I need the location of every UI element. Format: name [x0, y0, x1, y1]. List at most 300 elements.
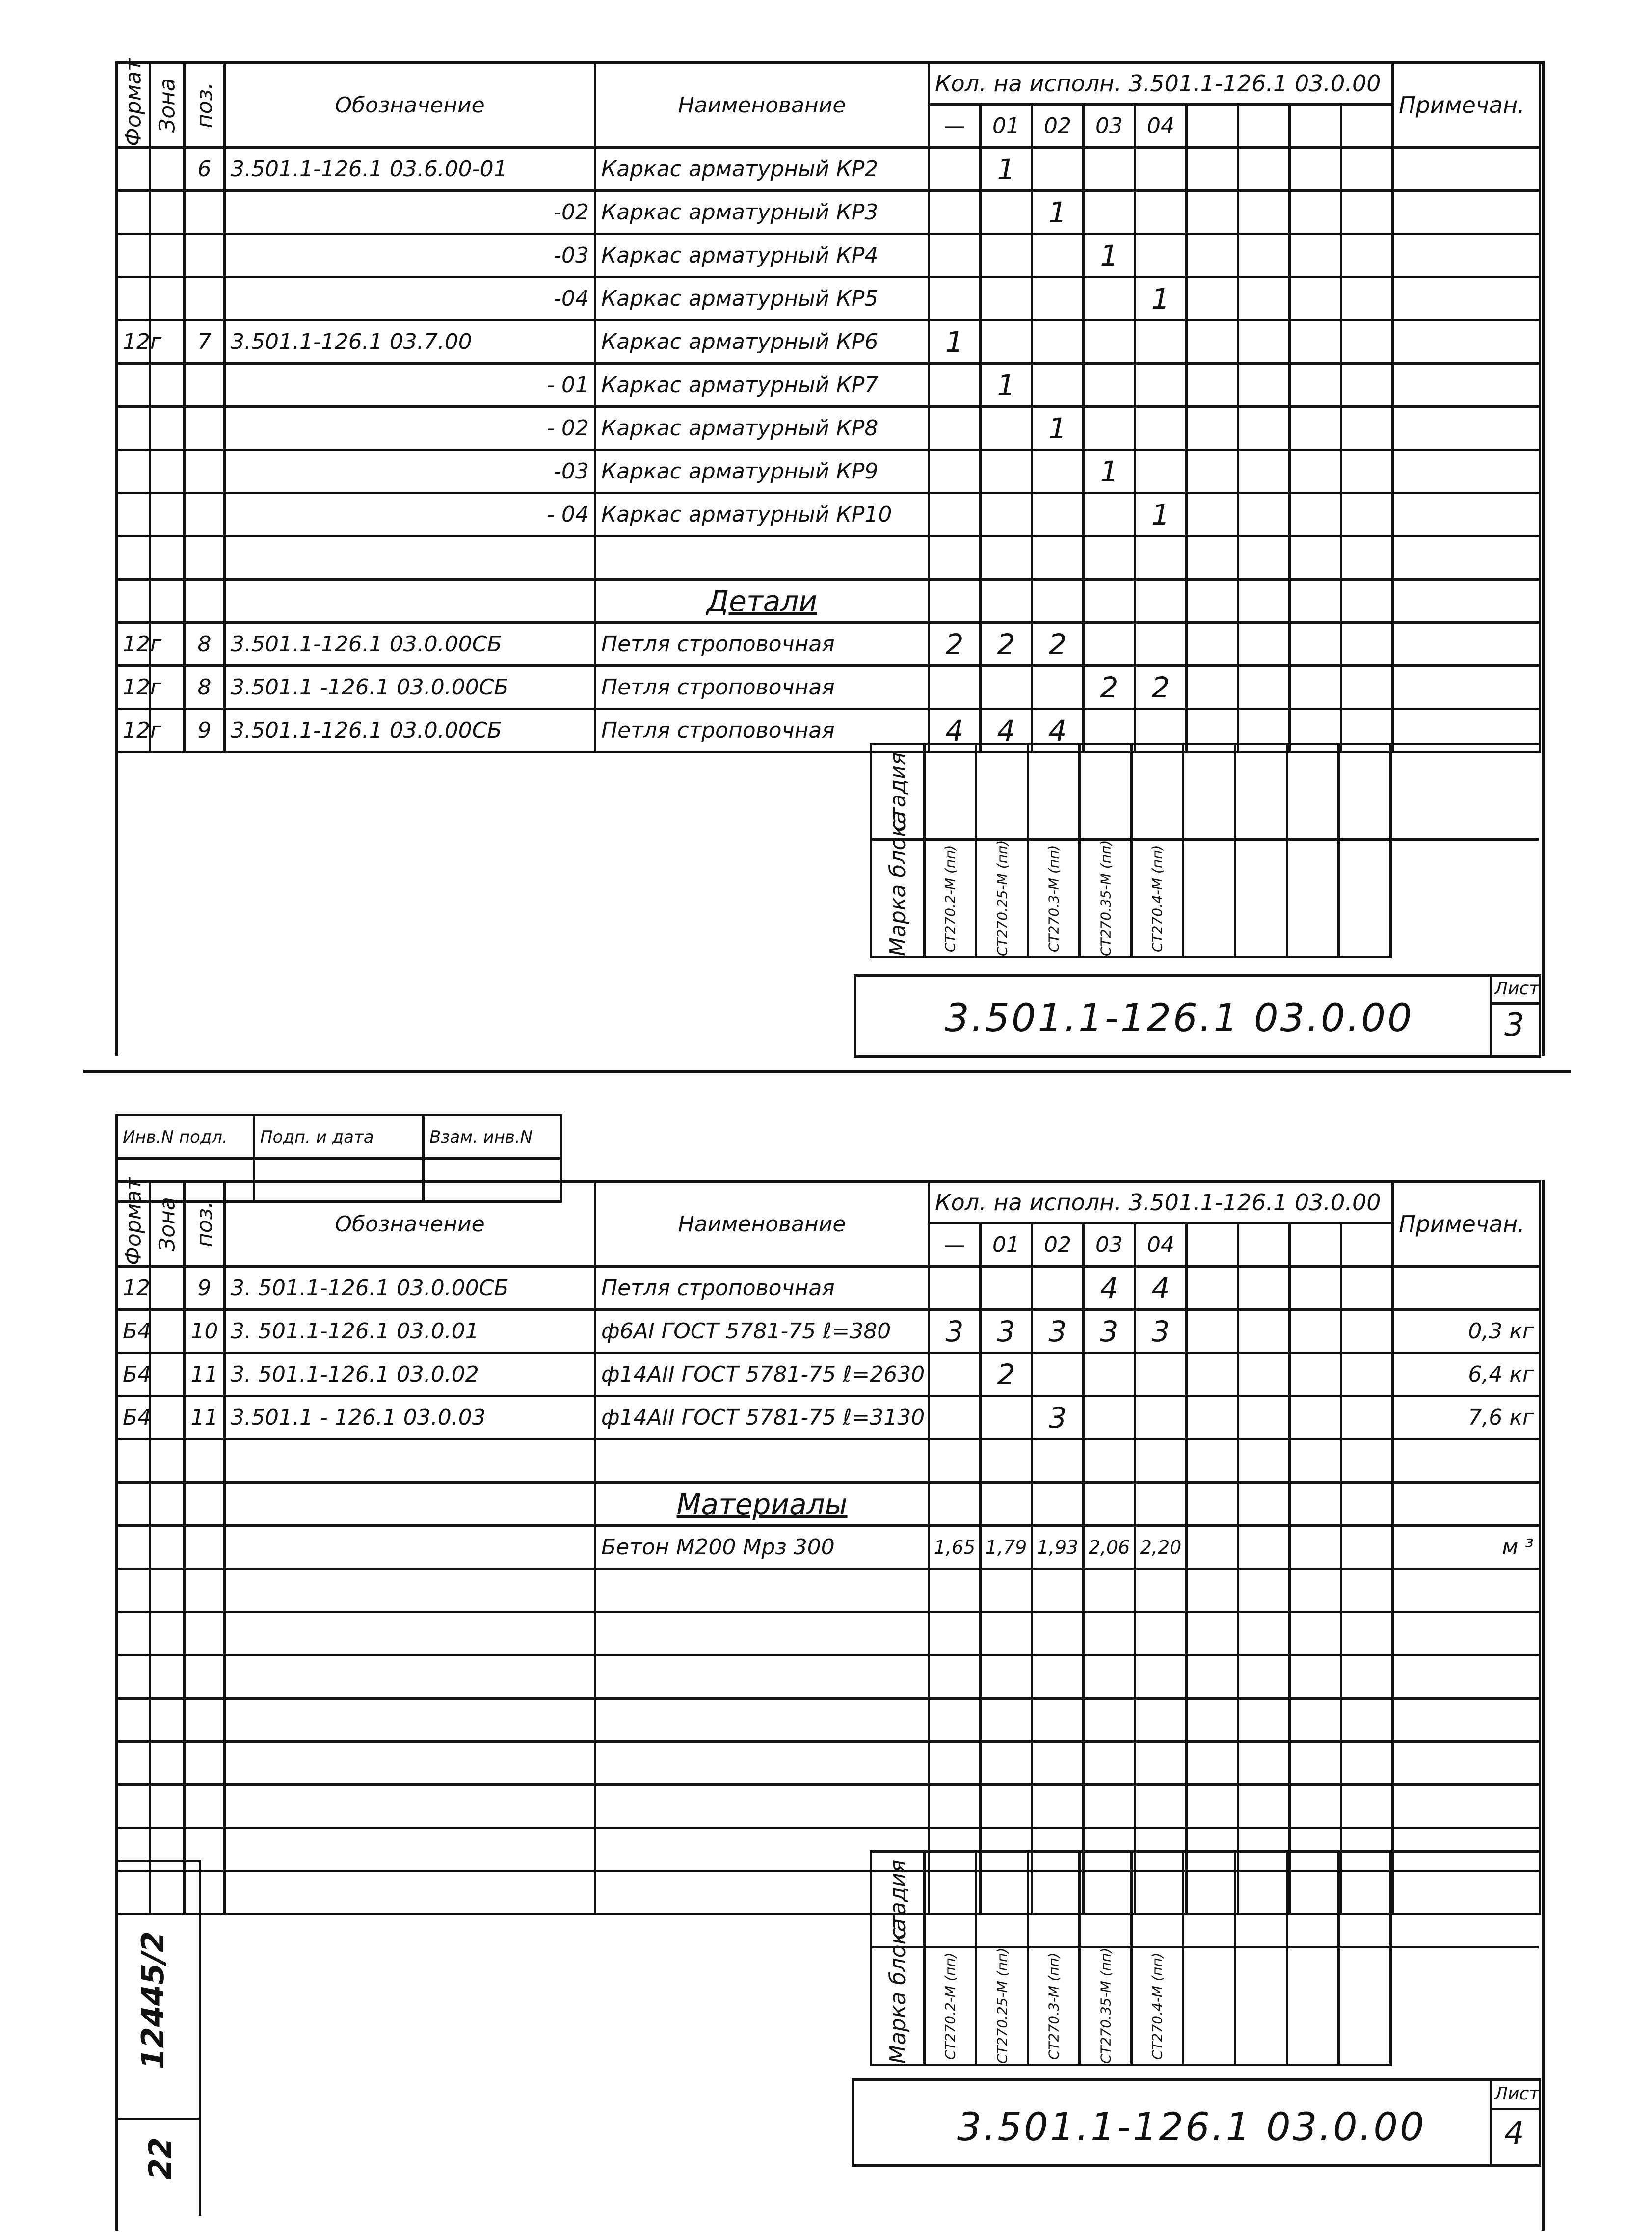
- side-stamp: [115, 1860, 201, 2216]
- qty-cell-2: 1: [1032, 191, 1084, 234]
- qty-cell-2: [1032, 234, 1084, 277]
- pos-cell: 9: [185, 1267, 225, 1310]
- pos-cell: 11: [185, 1353, 225, 1396]
- format-header: Формат: [117, 1182, 150, 1267]
- qty-cell-1: [981, 1267, 1032, 1310]
- qty-cell-2: [1032, 148, 1084, 191]
- name-cell: Каркас арматурный КР8: [595, 407, 929, 450]
- pos-cell: 10: [185, 1310, 225, 1353]
- sheet-cell-line: [1490, 2108, 1539, 2110]
- zone-cell: [150, 234, 185, 277]
- sheet-3-marks: [870, 743, 1539, 958]
- zone-cell: [150, 493, 185, 536]
- blank: [1341, 493, 1393, 536]
- pos-header: поз.: [185, 63, 225, 148]
- blank: [1290, 623, 1341, 666]
- table-row: [117, 450, 1540, 493]
- qty-cell-4: [1135, 364, 1187, 407]
- empty-row: [117, 1569, 1540, 1612]
- name-cell: Каркас арматурный КР10: [595, 493, 929, 536]
- zone-header: Зона: [150, 63, 185, 148]
- blank: [1238, 1310, 1290, 1353]
- inv-label: Инв.N подл.: [117, 1116, 254, 1159]
- name-cell: ф14АII ГОСТ 5781-75 ℓ=3130: [595, 1396, 929, 1439]
- blank: [1187, 1396, 1238, 1439]
- qty-cell-0: 4: [929, 709, 981, 752]
- format-cell: [117, 234, 150, 277]
- note-cell: [1393, 191, 1540, 234]
- qty-cell-2: [1032, 1267, 1084, 1310]
- pos-cell: 7: [185, 320, 225, 364]
- table-row: [117, 407, 1540, 450]
- sign-label: Подп. и дата: [254, 1116, 424, 1159]
- designation-cell: 3. 501.1-126.1 03.0.01: [225, 1310, 595, 1353]
- pos-cell: 6: [185, 148, 225, 191]
- qty-cell-2: 4: [1032, 709, 1084, 752]
- qty-cell-1: [981, 493, 1032, 536]
- variant-4: 04: [1135, 105, 1187, 148]
- qty-cell-0: [929, 1396, 981, 1439]
- variant-1: 01: [981, 1223, 1032, 1267]
- blank: [1290, 407, 1341, 450]
- blank: [1290, 666, 1341, 709]
- format-cell: 12г: [117, 623, 150, 666]
- qty-cell-4: [1135, 623, 1187, 666]
- name-cell: Каркас арматурный КР5: [595, 277, 929, 320]
- note-cell: [1393, 493, 1540, 536]
- qty-cell-2: [1032, 277, 1084, 320]
- zone-cell: [150, 191, 185, 234]
- side-page: 22: [142, 2137, 178, 2180]
- blank: [1341, 277, 1393, 320]
- empty-row: [117, 536, 1540, 580]
- note-cell: [1393, 148, 1540, 191]
- zone-cell: [150, 1439, 185, 1483]
- qty-cell-0: [929, 148, 981, 191]
- designation-cell: -02: [225, 191, 595, 234]
- section-row: [117, 1483, 1540, 1526]
- sheet-4-marks: [870, 1850, 1539, 2066]
- format-cell: 12: [117, 1267, 150, 1310]
- side-stamp-divider: [115, 2118, 199, 2120]
- note-cell: 0,3 кг: [1393, 1310, 1540, 1353]
- blank: [1187, 623, 1238, 666]
- format-cell: [117, 493, 150, 536]
- variant-2: 02: [1032, 1223, 1084, 1267]
- qty-cell-3: [1084, 191, 1135, 234]
- qty-cell-3: [1084, 493, 1135, 536]
- blank: [1341, 1439, 1393, 1483]
- format-header: Формат: [117, 63, 150, 148]
- qty-cell-2: 3: [1032, 1310, 1084, 1353]
- qty-cell-3: 1: [1084, 450, 1135, 493]
- name-cell: Петля строповочная: [595, 623, 929, 666]
- blank: [1341, 1310, 1393, 1353]
- qty-cell-1: [981, 666, 1032, 709]
- qty-cell-2: [1032, 493, 1084, 536]
- sheet-4-title-block: [852, 2078, 1541, 2167]
- table-row: [117, 148, 1540, 191]
- zone-cell: [150, 1267, 185, 1310]
- qty-cell-1: 2: [981, 1353, 1032, 1396]
- qty-cell-4: 4: [1135, 1267, 1187, 1310]
- doc-code: 3.501.1-126.1 03.0.00: [945, 996, 1414, 1040]
- blank: [1290, 1310, 1341, 1353]
- block-row: [871, 1947, 1539, 2065]
- qty-cell-4: 1: [1135, 277, 1187, 320]
- designation-cell: -04: [225, 277, 595, 320]
- format-cell: [117, 148, 150, 191]
- sheet-cell-line: [1490, 1002, 1539, 1005]
- sheet-4-table: [115, 1177, 1541, 1915]
- designation-cell: - 02: [225, 407, 595, 450]
- blank: [1238, 191, 1290, 234]
- name-cell: Каркас арматурный КР9: [595, 450, 929, 493]
- blank: [1187, 1353, 1238, 1396]
- designation-cell: -03: [225, 234, 595, 277]
- zone-header: Зона: [150, 1182, 185, 1267]
- name-cell: Петля строповочная: [595, 709, 929, 752]
- pos-cell: [185, 407, 225, 450]
- qty-cell-0: [929, 191, 981, 234]
- block-label: Марка блока: [871, 1947, 925, 2065]
- note-cell: [1393, 623, 1540, 666]
- blank: [1238, 1439, 1290, 1483]
- blank: [1187, 1439, 1238, 1483]
- name-header: Наименование: [595, 1182, 929, 1267]
- sheet-number: 3: [1504, 1007, 1524, 1043]
- table-row: [117, 666, 1540, 709]
- name-cell: Каркас арматурный КР6: [595, 320, 929, 364]
- sheet-label: Лист: [1494, 2084, 1540, 2104]
- blank: [1238, 148, 1290, 191]
- blank: [1187, 320, 1238, 364]
- qty-cell-3: [1084, 407, 1135, 450]
- pos-cell: 9: [185, 709, 225, 752]
- zone-cell: [150, 1353, 185, 1396]
- qty-cell-1: 2: [981, 623, 1032, 666]
- blank: [1238, 493, 1290, 536]
- mark-2: СТ270.3-М (пп): [1028, 1947, 1080, 2065]
- qty-cell-1: [981, 234, 1032, 277]
- sheet-3-title-block: [854, 974, 1541, 1058]
- zone-cell: [150, 364, 185, 407]
- blank: [1341, 450, 1393, 493]
- mark-2: СТ270.3-М (пп): [1028, 840, 1080, 957]
- pos-cell: [185, 493, 225, 536]
- format-cell: 12г: [117, 709, 150, 752]
- qty-cell-4: [1135, 407, 1187, 450]
- note-cell: [1393, 1267, 1540, 1310]
- blank: [1238, 450, 1290, 493]
- sheet-number: 4: [1504, 2115, 1524, 2152]
- qty-cell-1: [981, 450, 1032, 493]
- format-cell: Б4: [117, 1396, 150, 1439]
- repl-label: Взам. инв.N: [424, 1116, 561, 1159]
- table-row: [117, 623, 1540, 666]
- table-row: [117, 1267, 1540, 1310]
- qty-cell-4: [1135, 191, 1187, 234]
- pos-cell: 11: [185, 1396, 225, 1439]
- blank: [1341, 191, 1393, 234]
- qty-cell-3: [1084, 1439, 1135, 1483]
- blank: [1290, 1396, 1341, 1439]
- concrete-q2: 1,93: [1032, 1526, 1084, 1569]
- qty-cell-1: [981, 320, 1032, 364]
- qty-cell-1: [981, 191, 1032, 234]
- blank: [1290, 1439, 1341, 1483]
- note-cell: [1393, 277, 1540, 320]
- designation-cell: - 04: [225, 493, 595, 536]
- zone-cell: [150, 407, 185, 450]
- concrete-q3: 2,06: [1084, 1526, 1135, 1569]
- format-cell: [117, 277, 150, 320]
- table-row: [117, 277, 1540, 320]
- empty-row: [117, 1655, 1540, 1699]
- blank: [1238, 320, 1290, 364]
- qty-cell-0: [929, 364, 981, 407]
- side-code: 12445/2: [135, 1931, 171, 2070]
- section-details: Детали: [595, 580, 929, 623]
- mark-0: СТ270.2-М (пп): [924, 1947, 976, 2065]
- empty-row: [117, 1742, 1540, 1785]
- format-cell: Б4: [117, 1353, 150, 1396]
- blank: [1187, 493, 1238, 536]
- qty-cell-2: 2: [1032, 623, 1084, 666]
- empty-row: [117, 1612, 1540, 1655]
- qty-cell-3: [1084, 1396, 1135, 1439]
- name-cell: Петля строповочная: [595, 1267, 929, 1310]
- blank: [1238, 666, 1290, 709]
- blank: [1238, 277, 1290, 320]
- blank: [1290, 364, 1341, 407]
- qty-cell-2: [1032, 364, 1084, 407]
- blank: [1290, 277, 1341, 320]
- sheet-cell-divider: [1490, 977, 1492, 1055]
- variant-3: 03: [1084, 1223, 1135, 1267]
- qty-cell-0: [929, 1353, 981, 1396]
- concrete-q1: 1,79: [981, 1526, 1032, 1569]
- qty-cell-0: [929, 1439, 981, 1483]
- blank: [1238, 1396, 1290, 1439]
- name-cell: Каркас арматурный КР2: [595, 148, 929, 191]
- variant-4: 04: [1135, 1223, 1187, 1267]
- stage-label: стадия: [871, 744, 925, 840]
- blank: [1238, 407, 1290, 450]
- qty-cell-0: 2: [929, 623, 981, 666]
- qty-cell-4: [1135, 1353, 1187, 1396]
- blank: [1238, 1353, 1290, 1396]
- blank: [1341, 623, 1393, 666]
- qty-cell-2: [1032, 666, 1084, 709]
- designation-cell: [225, 1439, 595, 1483]
- variant-0: —: [929, 1223, 981, 1267]
- qty-cell-4: [1135, 1439, 1187, 1483]
- mark-1: СТ270.25-М (пп): [976, 840, 1028, 957]
- blank: [1187, 666, 1238, 709]
- qty-cell-3: [1084, 623, 1135, 666]
- pos-header: поз.: [185, 1182, 225, 1267]
- block-row: [871, 840, 1539, 957]
- qty-cell-1: [981, 407, 1032, 450]
- note-cell: [1393, 407, 1540, 450]
- blank: [1238, 623, 1290, 666]
- qty-cell-1: [981, 277, 1032, 320]
- stage-row: [871, 744, 1539, 840]
- note-header: Примечан.: [1393, 1182, 1540, 1267]
- blank: [1187, 191, 1238, 234]
- blank: [1341, 320, 1393, 364]
- table-row: [117, 364, 1540, 407]
- blank: [1187, 364, 1238, 407]
- empty-row: [117, 1785, 1540, 1828]
- sheet-label: Лист: [1494, 979, 1540, 999]
- pos-cell: [185, 364, 225, 407]
- designation-header: Обозначение: [225, 1182, 595, 1267]
- blank: [1187, 277, 1238, 320]
- qty-cell-2: [1032, 450, 1084, 493]
- table-row: [117, 1310, 1540, 1353]
- qty-cell-4: [1135, 320, 1187, 364]
- qty-cell-2: [1032, 1439, 1084, 1483]
- page-divider: [83, 1070, 1571, 1073]
- note-cell: [1393, 450, 1540, 493]
- blank: [1341, 407, 1393, 450]
- qty-header: Кол. на исполн. 3.501.1-126.1 03.0.00: [929, 63, 1393, 105]
- zone-cell: [150, 450, 185, 493]
- qty-cell-0: 3: [929, 1310, 981, 1353]
- qty-cell-0: [929, 493, 981, 536]
- designation-cell: 3.501.1-126.1 03.7.00: [225, 320, 595, 364]
- format-cell: 12г: [117, 320, 150, 364]
- note-cell: [1393, 666, 1540, 709]
- qty-cell-2: [1032, 1353, 1084, 1396]
- header-row: [117, 63, 1540, 105]
- doc-code: 3.501.1-126.1 03.0.00: [957, 2105, 1426, 2150]
- concrete-name: Бетон М200 Мрз 300: [595, 1526, 929, 1569]
- table-row: [117, 1353, 1540, 1396]
- qty-cell-0: [929, 1267, 981, 1310]
- format-cell: [117, 364, 150, 407]
- blank: [1290, 191, 1341, 234]
- blank: [1187, 450, 1238, 493]
- note-cell: [1393, 234, 1540, 277]
- table-row: [117, 320, 1540, 364]
- qty-cell-3: [1084, 1353, 1135, 1396]
- designation-cell: -03: [225, 450, 595, 493]
- blank: [1290, 1267, 1341, 1310]
- variant-3: 03: [1084, 105, 1135, 148]
- blank: [1341, 1396, 1393, 1439]
- blank: [1290, 148, 1341, 191]
- sheet-4: [0, 1080, 1652, 2232]
- qty-cell-0: 1: [929, 320, 981, 364]
- qty-cell-0: [929, 450, 981, 493]
- pos-cell: [185, 191, 225, 234]
- zone-cell: [150, 1396, 185, 1439]
- blank: [1290, 234, 1341, 277]
- note-cell: 7,6 кг: [1393, 1396, 1540, 1439]
- qty-cell-2: [1032, 320, 1084, 364]
- note-cell: [1393, 320, 1540, 364]
- qty-cell-4: [1135, 1396, 1187, 1439]
- qty-cell-1: [981, 1439, 1032, 1483]
- qty-cell-3: [1084, 148, 1135, 191]
- pos-cell: 8: [185, 623, 225, 666]
- blank: [1290, 320, 1341, 364]
- qty-cell-1: 1: [981, 364, 1032, 407]
- qty-cell-3: [1084, 277, 1135, 320]
- qty-cell-2: 1: [1032, 407, 1084, 450]
- note-cell: [1393, 364, 1540, 407]
- pos-cell: 8: [185, 666, 225, 709]
- blank: [1341, 234, 1393, 277]
- zone-cell: [150, 1310, 185, 1353]
- designation-cell: 3.501.1 - 126.1 03.0.03: [225, 1396, 595, 1439]
- variant-1: 01: [981, 105, 1032, 148]
- pos-cell: [185, 450, 225, 493]
- sheet-cell-divider: [1490, 2081, 1492, 2164]
- zone-cell: [150, 277, 185, 320]
- blank: [1187, 148, 1238, 191]
- designation-cell: 3. 501.1-126.1 03.0.02: [225, 1353, 595, 1396]
- qty-cell-1: 1: [981, 148, 1032, 191]
- qty-header: Кол. на исполн. 3.501.1-126.1 03.0.00: [929, 1182, 1393, 1223]
- designation-cell: 3.501.1-126.1 03.0.00СБ: [225, 709, 595, 752]
- qty-cell-4: 2: [1135, 666, 1187, 709]
- mark-4: СТ270.4-М (пп): [1131, 1947, 1183, 2065]
- pos-cell: [185, 277, 225, 320]
- table-row: [117, 493, 1540, 536]
- note-header: Примечан.: [1393, 63, 1540, 148]
- blank: [1187, 407, 1238, 450]
- section-row: [117, 580, 1540, 623]
- qty-cell-2: 3: [1032, 1396, 1084, 1439]
- designation-cell: 3. 501.1-126.1 03.0.00СБ: [225, 1267, 595, 1310]
- qty-cell-4: 3: [1135, 1310, 1187, 1353]
- table-row: [117, 234, 1540, 277]
- designation-cell: 3.501.1-126.1 03.6.00-01: [225, 148, 595, 191]
- blank: [1238, 1267, 1290, 1310]
- blank: [1187, 1267, 1238, 1310]
- qty-cell-0: [929, 234, 981, 277]
- sheet-3: [0, 0, 1652, 1080]
- format-cell: [117, 1439, 150, 1483]
- qty-cell-4: [1135, 450, 1187, 493]
- qty-cell-3: 2: [1084, 666, 1135, 709]
- pos-cell: [185, 234, 225, 277]
- qty-cell-0: [929, 277, 981, 320]
- table-row: [117, 1439, 1540, 1483]
- designation-cell: 3.501.1-126.1 03.0.00СБ: [225, 623, 595, 666]
- qty-cell-3: 3: [1084, 1310, 1135, 1353]
- name-cell: ф6АI ГОСТ 5781-75 ℓ=380: [595, 1310, 929, 1353]
- concrete-unit: м ³: [1393, 1526, 1540, 1569]
- sheet-3-table: [115, 58, 1541, 753]
- qty-cell-0: [929, 666, 981, 709]
- qty-cell-3: 1: [1084, 234, 1135, 277]
- name-cell: Каркас арматурный КР3: [595, 191, 929, 234]
- qty-cell-4: 1: [1135, 493, 1187, 536]
- empty-row: [117, 1699, 1540, 1742]
- designation-cell: 3.501.1 -126.1 03.0.00СБ: [225, 666, 595, 709]
- format-cell: 12г: [117, 666, 150, 709]
- table-row: [117, 191, 1540, 234]
- section-materials: Материалы: [595, 1483, 929, 1526]
- header-row: [117, 1182, 1540, 1223]
- mark-3: СТ270.35-М (пп): [1080, 840, 1132, 957]
- note-cell: 6,4 кг: [1393, 1353, 1540, 1396]
